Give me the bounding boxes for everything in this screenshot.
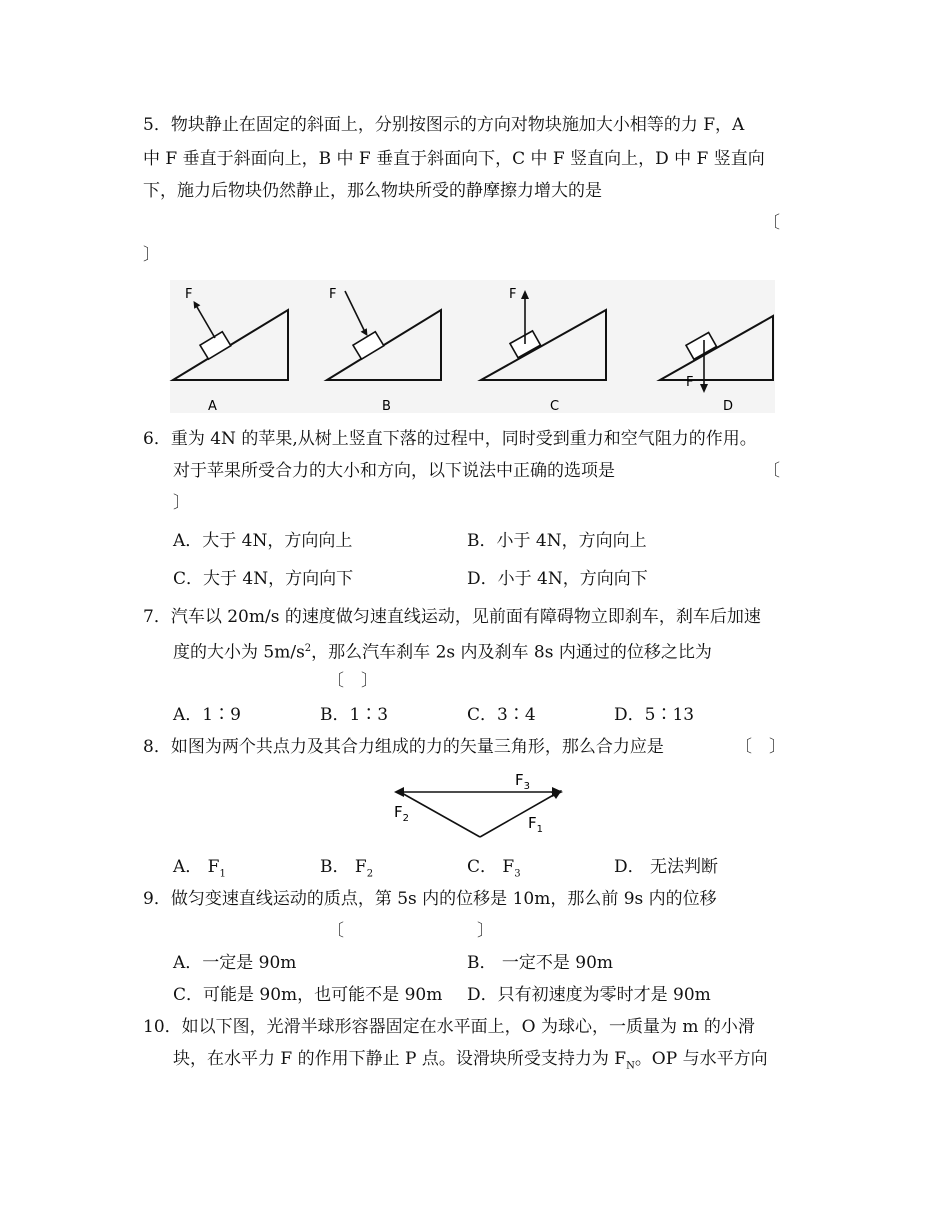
q9-option-b: B． 一定不是 90m (467, 953, 614, 973)
q8-option-a: A． $F_1$ (173, 857, 226, 880)
q10-line-2-rest: 。OP 与水平方向 (634, 1049, 768, 1069)
caption-a: A (208, 399, 217, 414)
q9-answer-bracket-close: 〕 (477, 921, 494, 941)
q7-line-2 (173, 638, 712, 664)
force-label-c: F (509, 287, 517, 302)
q10-subscript: N (626, 1060, 635, 1072)
q10-line-2 (173, 1048, 768, 1077)
q7-answer-bracket: 〔 〕 (327, 671, 378, 691)
vector-f2-arrowhead (394, 787, 404, 797)
q5-line-3: 下，施力后物块仍然静止，那么物块所受的静摩擦力增大的是 (143, 181, 602, 201)
q8-line-1: 8．如图为两个共点力及其合力组成的力的矢量三角形，那么合力应是 (143, 737, 664, 757)
caption-d: D (723, 399, 734, 414)
vector-f1 (480, 793, 557, 837)
q5-line-2: 中 F 垂直于斜面向上，B 中 F 垂直于斜面向下，C 中 F 竖直向上，D 中 F 竖直向 (143, 149, 765, 169)
q5-figures (0, 0, 950, 430)
force-label-a: F (185, 287, 193, 302)
q6-option-b: B．小于 4N，方向向上 (467, 531, 647, 551)
q9-option-c: C．可能是 90m，也可能不是 90m (173, 985, 443, 1005)
q6-line-1: 6．重为 4N 的苹果,从树上竖直下落的过程中，同时受到重力和空气阻力的作用。 (143, 429, 757, 449)
q8-option-d: D． 无法判断 (614, 857, 719, 877)
q7-option-b: B．1∶3 (320, 705, 389, 725)
q8-option-b: B． $F_2$ (320, 857, 374, 880)
q8-vector-triangle (380, 765, 580, 845)
q10-line-1: 10．如以下图，光滑半球形容器固定在水平面上，O 为球心，一质量为 m 的小滑 (143, 1017, 755, 1037)
q8-option-c: C． $F_3$ (467, 857, 521, 880)
q6-answer-bracket-close: 〕 (173, 493, 190, 513)
q7-line-2-rest: ，那么汽车刹车 2s 内及刹车 8s 内通过的位移之比为 (311, 642, 712, 663)
q6-option-d: D．小于 4N，方向向下 (467, 569, 648, 589)
q9-line-1: 9．做匀变速直线运动的质点，第 5s 内的位移是 10m，那么前 9s 内的位移 (143, 889, 717, 909)
q5-line-1: 5．物块静止在固定的斜面上，分别按图示的方向对物块施加大小相等的力 F，A (143, 115, 745, 135)
q9-answer-bracket-open: 〔 (327, 921, 344, 941)
q10-line-2-text: 块，在水平力 F 的作用下静止 P 点。设滑块所受支持力为 F (173, 1049, 627, 1069)
q6-option-c: C．大于 4N，方向向下 (173, 569, 354, 589)
figure-background (170, 280, 775, 413)
q7-line-1: 7．汽车以 20m/s 的速度做匀速直线运动，见前面有障碍物立即刹车，刹车后加速 (143, 607, 761, 627)
q5-answer-bracket-open: 〔 (763, 213, 780, 233)
q8-answer-bracket: 〔 〕 (735, 737, 786, 757)
force-label-d: F (686, 375, 694, 390)
q7-option-a: A．1∶9 (173, 705, 241, 725)
label-f3: $F_3$ (515, 771, 531, 792)
q7-option-d: D．5∶13 (614, 705, 695, 725)
label-f1: $F_1$ (528, 814, 544, 835)
force-label-b: F (329, 287, 337, 302)
q6-option-a: A．大于 4N，方向向上 (173, 531, 353, 551)
vector-f2 (400, 792, 480, 837)
q7-line-2-text: 度的大小为 5m/s (173, 642, 305, 663)
q9-option-a: A．一定是 90m (173, 953, 297, 973)
q9-option-d: D．只有初速度为零时才是 90m (467, 985, 711, 1005)
q7-option-c: C．3∶4 (467, 705, 536, 725)
q7-exponent: 2 (304, 643, 312, 654)
q6-answer-bracket-open: 〔 (763, 461, 780, 481)
caption-c: C (550, 399, 560, 414)
q5-answer-bracket-close: 〕 (143, 245, 160, 265)
caption-b: B (382, 399, 391, 414)
label-f2: $F_2$ (394, 803, 410, 824)
q6-line-2: 对于苹果所受合力的大小和方向，以下说法中正确的选项是 (173, 461, 615, 481)
